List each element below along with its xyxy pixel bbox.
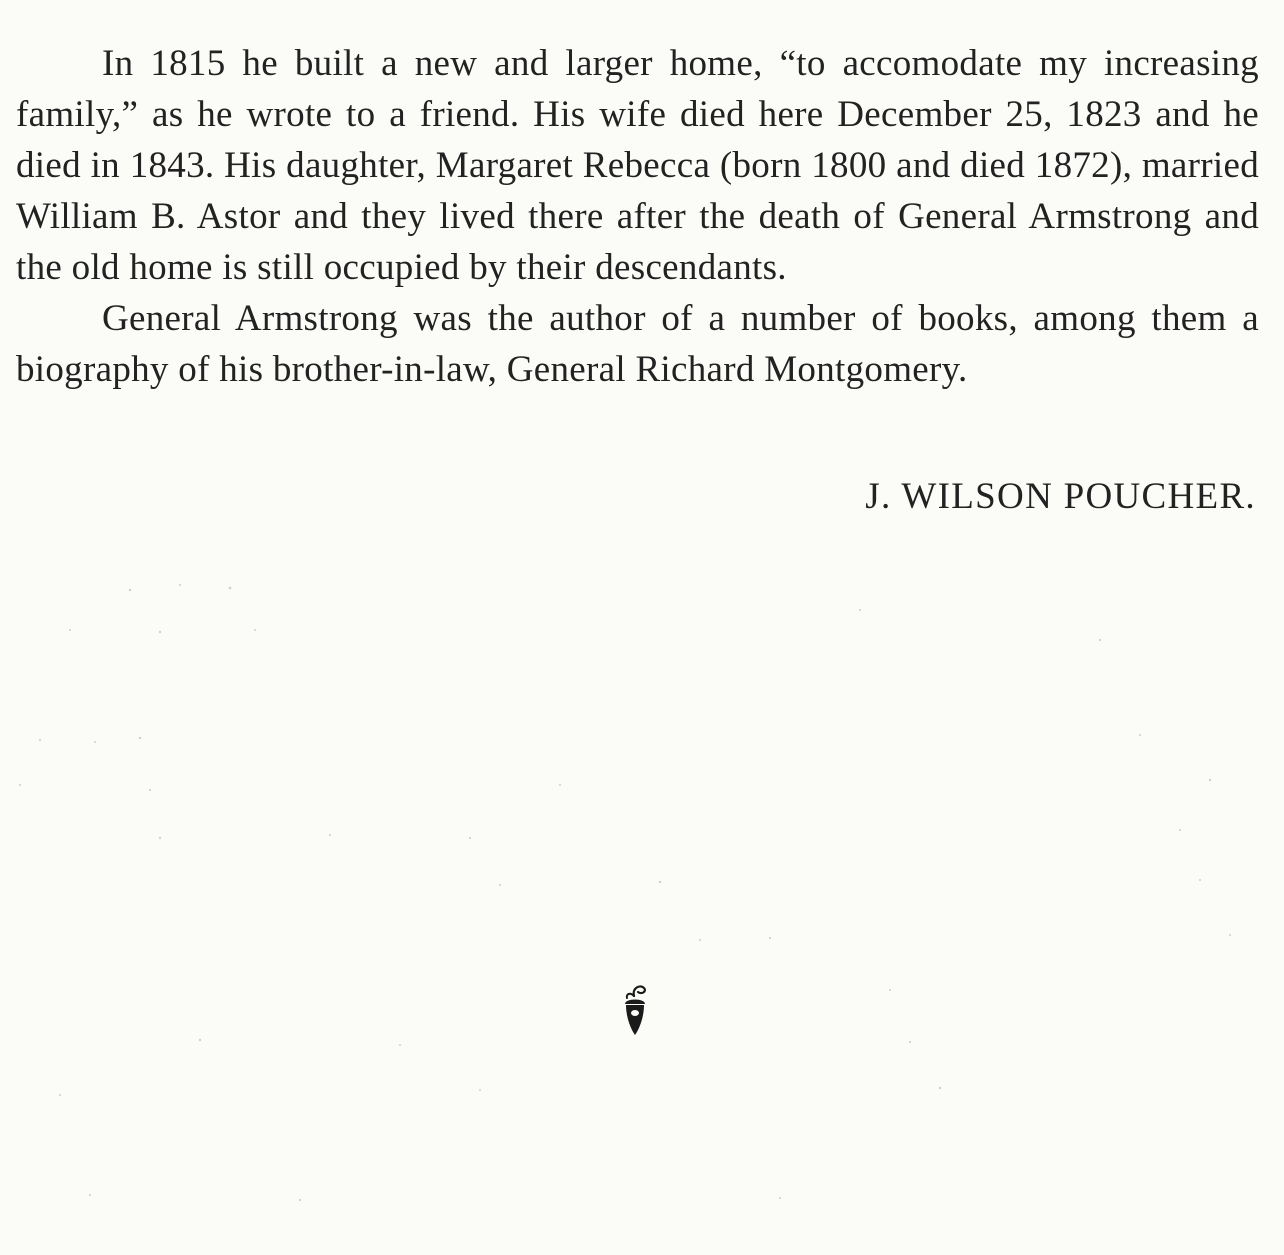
acorn-ornament-icon — [620, 982, 650, 1037]
body-text — [16, 38, 1259, 395]
paragraph-1: In 1815 he built a new and larger home, “to accomodate my increasing family,” as he wrote to a friend. His wife died here December 25, 1823 and he died in 1843. His daughter, Margaret Rebecca (born 1800 and died 1872), married William B. Astor and they lived there after the death of General Armstrong and the old home is still occupied by their descendants. — [16, 43, 1259, 288]
paragraph-2: General Armstrong was the author of a number of books, among them a biography of his brother-in-law, General Richard Montgomery. — [16, 298, 1259, 390]
author-signature: J. WILSON POUCHER. — [865, 476, 1256, 517]
